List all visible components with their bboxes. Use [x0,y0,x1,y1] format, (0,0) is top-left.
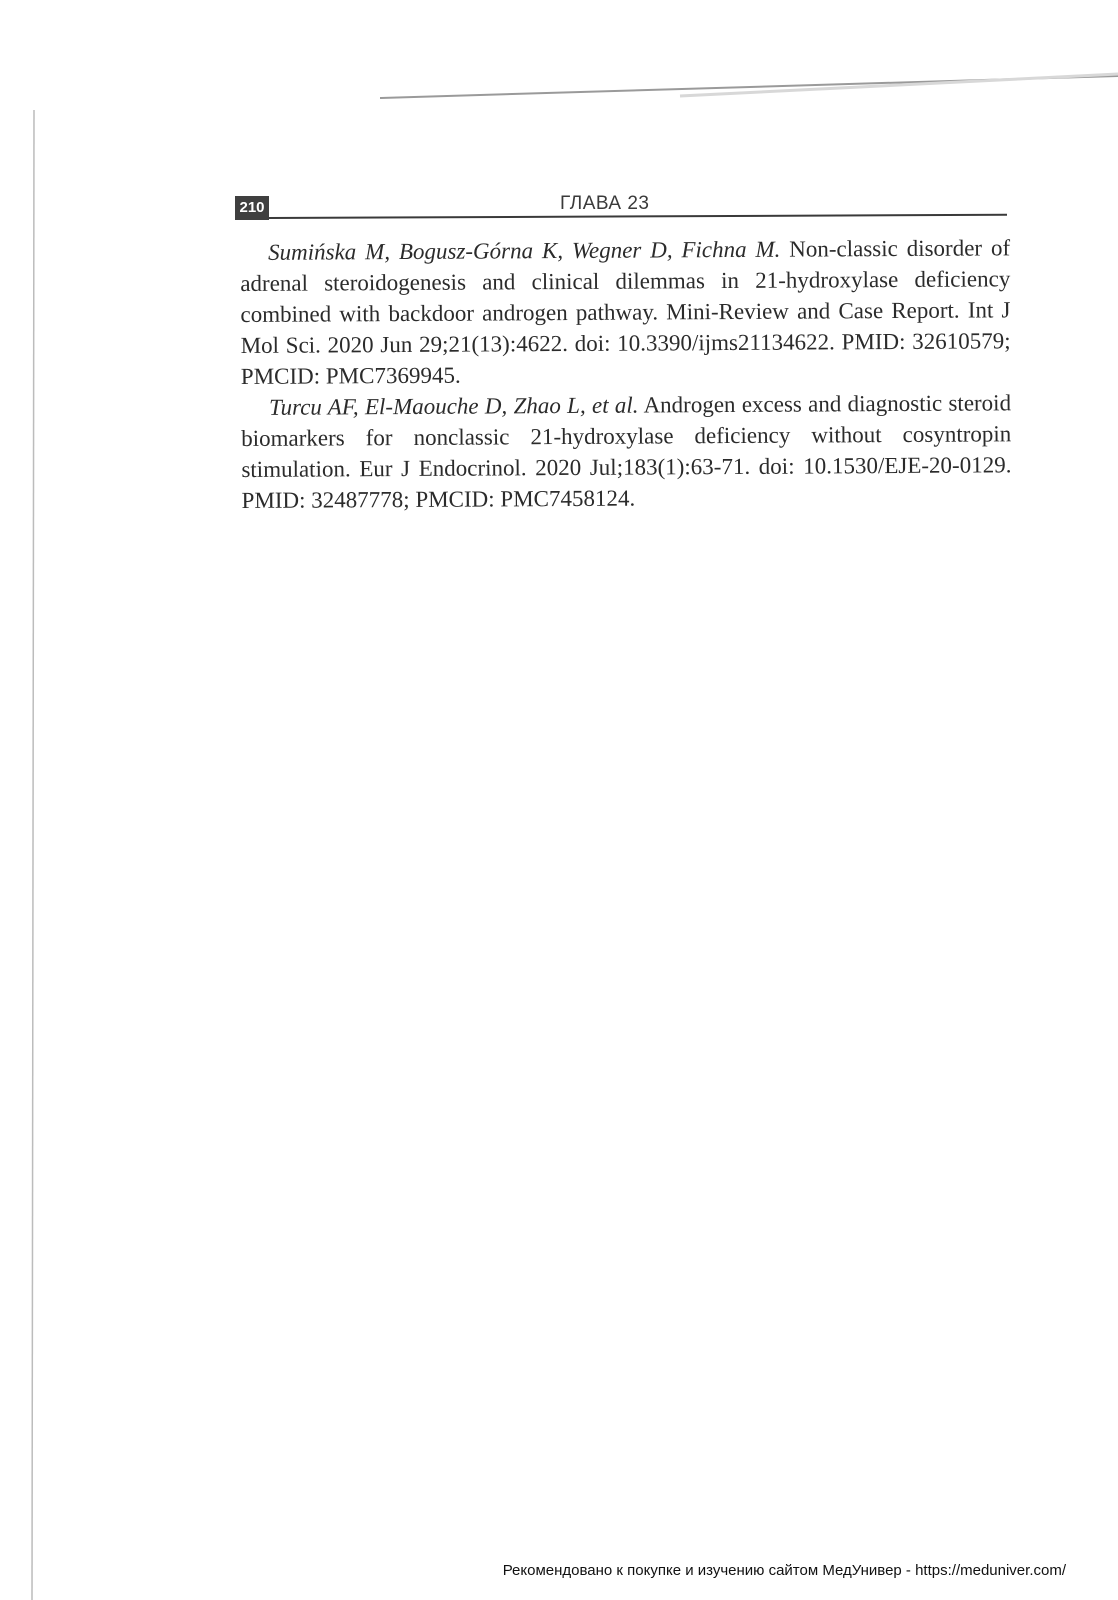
reference-authors: Sumińska M, Bogusz-Górna K, Wegner D, Fichna M. [268,236,781,265]
footer-note: Рекомендовано к покупке и изучению сайтом МедУнивер - https://meduniver.com/ [502,1562,1066,1579]
chapter-title: ГЛАВА 23 [560,193,650,214]
reference-item [241,387,1012,516]
reference-list [240,232,1012,516]
scan-edge-shadow [380,70,1118,102]
reference-authors: Turcu AF, El-Maouche D, Zhao L, et al. [268,392,639,420]
reference-text: Androgen excess and diagnostic steroid biomarkers for nonclassic 21-hydroxylase deficiency without cosyntropin stimulation. Eur J Endocrinol. 2020 Jul;183(1):63-71. doi: 10.1530/EJE-20-0129. PMID: 32487778; PMCID: PMC7458124. [241,390,1012,513]
reference-text: Non-classic disorder of adrenal steroidogenesis and clinical dilemmas in 21-hydroxylase deficiency combined with backdoor androgen pathway. Mini-Review and Case Report. Int J Mol Sci. 2020 Jun 29;21(13):4622. doi: 10.3390/ijms21134622. PMID: 32610579; PMCID: PMC7369945. [240,235,1011,389]
header-rule [269,214,1007,219]
page-number: 210 [235,196,269,220]
reference-item [240,232,1011,392]
scan-edge-line [30,110,38,1600]
